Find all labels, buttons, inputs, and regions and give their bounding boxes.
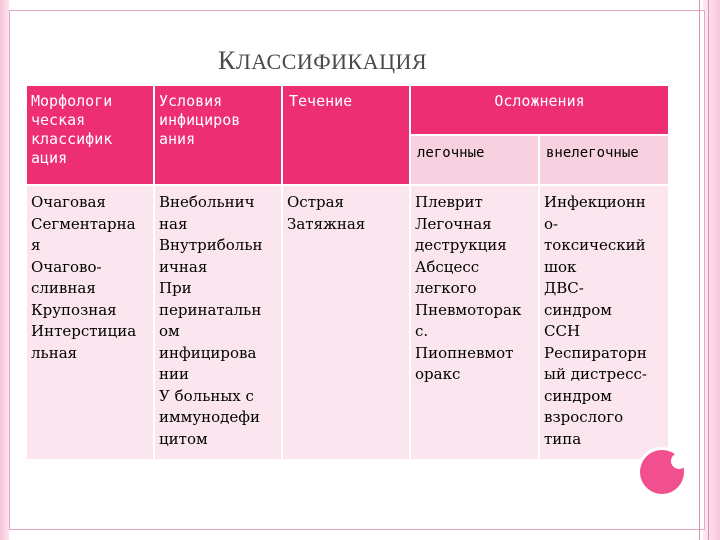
cell-line: ная bbox=[159, 214, 188, 233]
left-decor-stripe bbox=[0, 0, 9, 540]
cell-line: ый дистресс- bbox=[544, 365, 647, 383]
cell-line: с. bbox=[415, 322, 429, 340]
cell-line: Пневмоторак bbox=[415, 300, 522, 319]
cell-line: Очагово- bbox=[31, 257, 102, 276]
header-line: Течение bbox=[289, 92, 353, 110]
cell-line: Внебольнич bbox=[159, 193, 255, 211]
cell-line: иммунодефи bbox=[159, 408, 261, 426]
cell-line: шок bbox=[544, 257, 577, 276]
cell-line: Внутрибольн bbox=[159, 236, 263, 254]
right-decor-stripe bbox=[703, 0, 720, 540]
cell-line: Острая bbox=[287, 193, 345, 211]
cell-morphology bbox=[27, 186, 153, 459]
cell-line: ичная bbox=[159, 257, 208, 276]
header-line: ация bbox=[31, 149, 68, 167]
cell-line: я bbox=[31, 236, 41, 254]
cell-line: Плеврит bbox=[415, 193, 483, 211]
cell-line: синдром bbox=[544, 300, 612, 319]
header-line: Условия bbox=[159, 92, 223, 110]
cell-line: сливная bbox=[31, 279, 96, 297]
cell-line: взрослого bbox=[544, 408, 624, 426]
cell-line: Инфекционн bbox=[544, 193, 646, 211]
frame-line bbox=[708, 0, 709, 540]
header-line: Осложнения bbox=[494, 92, 585, 110]
cell-line: Крупозная bbox=[31, 300, 117, 319]
cell-line: деструкция bbox=[415, 236, 507, 254]
cell-line: При bbox=[159, 279, 192, 297]
cell-line: перинатальн bbox=[159, 300, 262, 319]
header-course bbox=[283, 86, 409, 184]
frame-line bbox=[699, 0, 700, 540]
cell-line: Интерстициа bbox=[31, 322, 137, 340]
cell-pulmonary bbox=[411, 186, 538, 459]
header-complications bbox=[411, 86, 668, 134]
cell-line: цитом bbox=[159, 429, 208, 448]
cell-line: У больных с bbox=[159, 386, 254, 405]
subheader-pulmonary: легочные bbox=[411, 136, 538, 184]
header-line: Морфологи bbox=[31, 92, 113, 110]
cell-line: о- bbox=[544, 214, 559, 233]
cell-line: нии bbox=[159, 365, 189, 383]
cell-line: Очаговая bbox=[31, 193, 106, 211]
cell-line: Затяжная bbox=[287, 214, 366, 233]
header-line: классифик bbox=[31, 130, 113, 148]
cell-line: Сегментарна bbox=[31, 214, 136, 233]
cell-extrapulmonary bbox=[540, 186, 668, 459]
title-first-letter: К bbox=[218, 46, 236, 75]
cell-line: типа bbox=[544, 429, 582, 448]
cell-line: Респираторн bbox=[544, 343, 647, 362]
cell-line: ДВС- bbox=[544, 279, 584, 297]
decorative-circle-notch bbox=[671, 453, 687, 469]
cell-course bbox=[283, 186, 409, 459]
header-line: инфициров bbox=[159, 111, 241, 129]
header-morphology bbox=[27, 86, 153, 184]
cell-line: ССН bbox=[544, 322, 581, 340]
cell-line: инфицирова bbox=[159, 343, 257, 362]
cell-line: синдром bbox=[544, 386, 612, 405]
cell-line: легкого bbox=[415, 279, 477, 297]
cell-line: ом bbox=[159, 322, 180, 340]
subheader-extrapulmonary: внелегочные bbox=[540, 136, 668, 184]
header-line: ческая bbox=[31, 111, 86, 129]
header-conditions bbox=[155, 86, 281, 184]
slide-title bbox=[218, 46, 427, 76]
header-line: ания bbox=[159, 130, 196, 148]
cell-line: оракс bbox=[415, 365, 461, 383]
cell-line: Абсцесс bbox=[415, 257, 480, 276]
cell-line: токсический bbox=[544, 236, 646, 254]
cell-line: Пиопневмот bbox=[415, 343, 514, 362]
cell-line: льная bbox=[31, 343, 78, 362]
cell-conditions bbox=[155, 186, 281, 459]
title-rest: ЛАССИФИКАЦИЯ bbox=[235, 49, 428, 74]
cell-line: Легочная bbox=[415, 214, 492, 233]
